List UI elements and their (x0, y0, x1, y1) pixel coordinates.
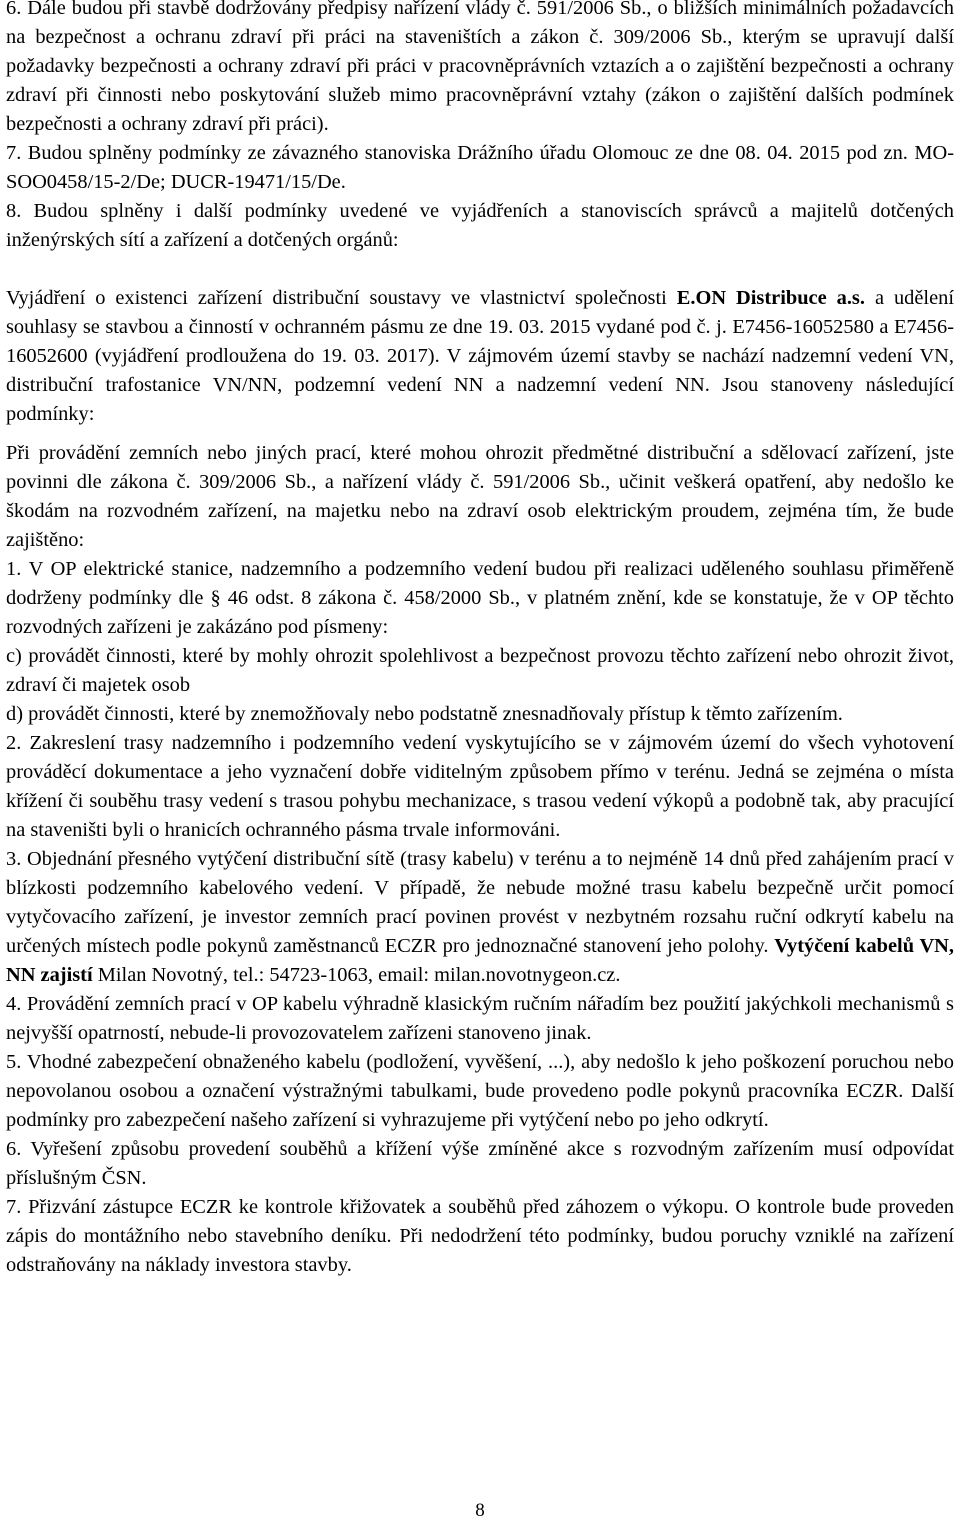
eon-condition-2: 2. Zakreslení trasy nadzemního i podzemního vedení vyskytujícího se v zájmovém území do všech vyhotovení prováděcí dokumentace a jeho vyznačení dobře viditelným způsobem přímo v terénu. Jedná se zejména o místa křížení či souběhu trasy vedení s trasou pohybu mechanizace, s trasou vedení výkopů a podobně tak, aby pracující na staveništi byli o hranicích ochranného pásma trvale informováni. (6, 732, 954, 841)
eon-statement-rest: a udělení souhlasy se stavbou a činností v ochranném pásmu ze dne 19. 03. 2015 vydané pod č. j. E7456-16052580 a E7456-16052600 (vyjádření prodloužena do 19. 03. 2017). V zájmovém území stavby se nachází nadzemní vedení VN, distribuční trafostanice VN/NN, podzemní vedení NN a nadzemní vedení NN. Jsou stanoveny následující podmínky: (6, 287, 954, 425)
page-number: 8 (475, 1500, 485, 1521)
eon-condition-1-item-c: c) provádět činnosti, které by mohly ohrozit spolehlivost a bezpečnost provozu těchto zařízení nebo ohrozit život, zdraví či majetek osob (6, 645, 954, 696)
eon-condition-1-item-d: d) provádět činnosti, které by znemožňovaly nebo podstatně znesnadňovaly přístup k těmto zařízením. (6, 703, 843, 725)
cable-tracing-contact-heading: Vytýčení kabelů VN, NN zajistí (6, 935, 954, 986)
eon-statement-lead: Vyjádření o existenci zařízení distribuční soustavy ve vlastnictví společnosti (6, 287, 677, 309)
eon-condition-3 (6, 845, 954, 990)
obligations-intro-paragraph: Při provádění zemních nebo jiných prací, které mohou ohrozit předmětné distribuční a sdělovací zařízení, jste povinni dle zákona č. 309/2006 Sb., a nařízení vlády č. 591/2006 Sb., učinit veškerá opatření, aby nedošlo ke škodám na rozvodném zařízení, na majetku nebo na zdraví osob elektrickým proudem, zejména tím, že bude zajištěno: (6, 442, 954, 551)
eon-statement-paragraph (6, 284, 954, 429)
cable-tracing-contact: Milan Novotný, tel.: 54723-1063, email: milan.novotnygeon.cz. (92, 964, 621, 986)
eon-condition-5: 5. Vhodné zabezpečení obnaženého kabelu (podložení, vyvěšení, ...), aby nedošlo k jeho poškození poruchou nebo nepovolanou osobou a označení výstražnými tabulkami, bude provedeno podle pokynů pracovníka ECZR. Další podmínky pro zabezpečení našeho zařízení si vyhrazujeme při vytýčení nebo po jeho odkrytí. (6, 1051, 954, 1131)
condition-6-paragraph: 6. Dále budou při stavbě dodržovány předpisy nařízení vlády č. 591/2006 Sb., o bližších minimálních požadavcích na bezpečnost a ochranu zdraví při práci na staveništích a zákon č. 309/2006 Sb., kterým se upravují další požadavky bezpečnosti a ochrany zdraví při práci v pracovněprávních vztazích a o zajištění bezpečnosti a ochrany zdraví při činnosti nebo poskytování služeb mimo pracovněprávní vztahy (zákon o zajištění dalších podmínek bezpečnosti a ochrany zdraví při práci). (6, 0, 954, 135)
condition-7-paragraph: 7. Budou splněny podmínky ze závazného stanoviska Drážního úřadu Olomouc ze dne 08. 04. 2015 pod zn. MO-SOO0458/15-2/De; DUCR-19471/15/De. (6, 142, 954, 193)
eon-company-name: E.ON Distribuce a.s. (676, 287, 865, 309)
eon-condition-3-text: 3. Objednání přesného vytýčení distribuční sítě (trasy kabelu) v terénu a to nejméně 14 dnů před zahájením prací v blízkosti podzemního kabelového vedení. V případě, že nebude možné trasu kabelu bezpečně určit pomocí vytyčovacího zařízení, je investor zemních prací povinen provést v nezbytném rozsahu ruční odkrytí kabelu na určených místech podle pokynů zaměstnanců ECZR pro jednoznačné stanovení jeho polohy. (6, 848, 954, 957)
eon-condition-6: 6. Vyřešení způsobu provedení souběhů a křížení výše zmíněné akce s rozvodným zařízením musí odpovídat příslušným ČSN. (6, 1138, 954, 1189)
eon-condition-1: 1. V OP elektrické stanice, nadzemního a podzemního vedení budou při realizaci uděleného souhlasu přiměřeně dodrženy podmínky dle § 46 odst. 8 zákona č. 458/2000 Sb., v platném znění, kde se konstatuje, že v OP těchto rozvodných zařízeni je zakázáno pod písmeny: (6, 558, 954, 638)
condition-8-paragraph: 8. Budou splněny i další podmínky uvedené ve vyjádřeních a stanoviscích správců a majitelů dotčených inženýrských sítí a zařízení a dotčených orgánů: (6, 200, 954, 251)
eon-condition-4: 4. Provádění zemních prací v OP kabelu výhradně klasickým ručním nářadím bez použití jakýchkoli mechanismů s nejvyšší opatrností, nebude-li provozovatelem zařízeni stanoveno jinak. (6, 993, 954, 1044)
document-page (6, 0, 954, 1280)
eon-condition-7: 7. Přizvání zástupce ECZR ke kontrole křižovatek a souběhů před záhozem o výkopu. O kontrole bude proveden zápis do montážního nebo stavebního deníku. Při nedodržení této podmínky, budou poruchy vzniklé na zařízení odstraňovány na náklady investora stavby. (6, 1196, 954, 1276)
